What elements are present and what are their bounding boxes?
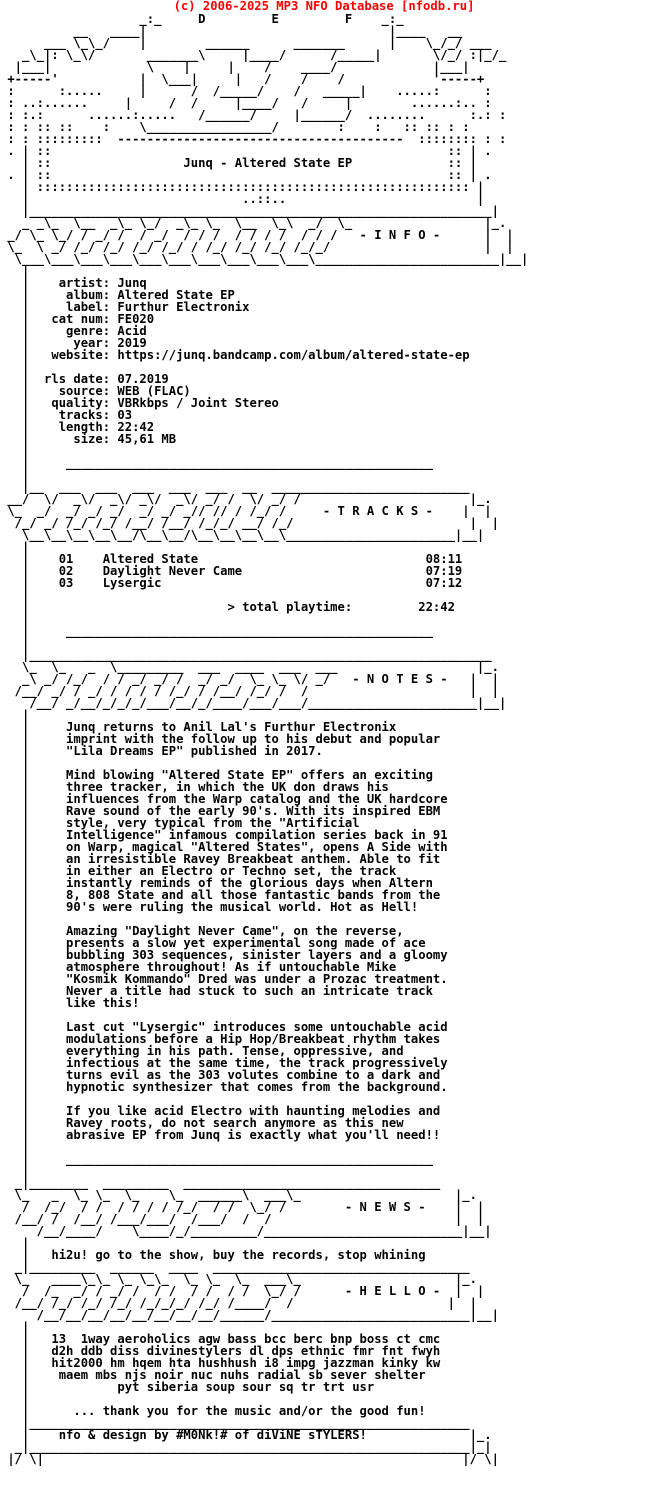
nfo-line: | ... thank you for the music and/or the good fun! xyxy=(0,1404,426,1418)
nfo-line: | xyxy=(0,468,30,482)
nfo-line: | Rave sound of the early 90's. With its inspired EBM xyxy=(0,804,441,818)
nfo-line: | quality: VBRkbps / Joint Stereo xyxy=(0,396,279,410)
nfo-line: | __________________________________________________ xyxy=(0,1152,433,1166)
nfo-line: | atmosphere throughout! As if untouchable Mike xyxy=(0,960,397,974)
nfo-line: | Last cut "Lysergic" introduces some untouchable acid xyxy=(0,1020,448,1034)
nfo-line: _/ \_ \_/ / _/ / / _/ / / / / / / / / / / - I N F O - | | xyxy=(0,228,514,242)
nfo-line: /__/__/__/__/__/__/__/__/______/___________________________|__| xyxy=(0,1308,499,1322)
nfo-line: | turns evil as the 303 volutes combine to a dark and xyxy=(0,1068,441,1082)
nfo-line: | > total playtime: 22:42 xyxy=(0,600,455,614)
nfo-line: \_ \_ _ \_________ ___ ____ ___ ___ |_. xyxy=(0,660,499,674)
nfo-line: . | :: :: | . xyxy=(0,168,492,182)
nfo-line: | xyxy=(0,1164,30,1178)
nfo-line: | xyxy=(0,588,30,602)
nfo-line: _:_ D E F _:_ xyxy=(0,12,404,26)
nfo-line: __ ____| |____ __ xyxy=(0,24,463,38)
nfo-line: | pyt siberia soup sour sq tr trt usr xyxy=(0,1380,375,1394)
nfo-line: | instantly reminds of the glorious days when Altern xyxy=(0,876,433,890)
nfo-line: | Ravey roots, do not search anymore as this new xyxy=(0,1116,404,1130)
nfo-line: | 03 Lysergic 07:12 xyxy=(0,576,463,590)
nfo-line: |___| \ | | / ____/ |___| xyxy=(0,60,470,74)
nfo-line: \_ _/ _/ _/ _/ _/ _/ _// // / /_/ / - T R A C K S - | | xyxy=(0,504,492,518)
nfo-line: | like this! xyxy=(0,996,140,1010)
nfo-line: |____________________________________________________________ xyxy=(0,1416,470,1430)
site-header: (c) 2006-2025 MP3 NFO Database [nfodb.ru] xyxy=(173,0,475,13)
nfo-line: | 90's were ruling the musical world. Hot as Hell! xyxy=(0,900,419,914)
nfo-line: _|_________ ______ ____ ___________________________________ xyxy=(0,1260,470,1274)
nfo-line: | on Warp, magical "Altered States", opens A Side with xyxy=(0,840,448,854)
nfo-line: | nfo & design by #M0Nk!# of diViNE sTYLERS! |_. xyxy=(0,1428,492,1442)
nfo-line: \___\___\___\___\___\___\___\___\___\___\_________________________|__| xyxy=(0,252,529,266)
nfo-line: __/ \/ _\/ _\/ _\/ _\/ _/ / \/ _/ / |_. xyxy=(0,492,492,506)
nfo-line: : :..... | / /_____/ / _____| .....: : xyxy=(0,84,492,98)
nfo-line: | xyxy=(0,1392,30,1406)
nfo-line: \_ \ _/ /_/ /_/ /_/ /_/ / /_/ /_/ /_/ /_/_/ | | xyxy=(0,240,514,254)
nfo-line: | If you like acid Electro with haunting melodies and xyxy=(0,1104,441,1118)
nfo-line: | hi2u! go to the show, buy the records, stop whining xyxy=(0,1248,426,1262)
nfo-line: : : :: :: : \_________________/ : : :: :: : : xyxy=(0,120,470,134)
nfo-line: | rls date: 07.2019 xyxy=(0,372,169,386)
nfo-line: _ _\_ \__ _\_ \_/ _\_ \_ \__ \_\ _/ \_ |_. xyxy=(0,216,507,230)
nfo-line: | length: 22:42 xyxy=(0,420,155,434)
nfo-line: | three tracker, in which the UK don draws his xyxy=(0,780,389,794)
nfo-line: /_/ _/ /_/ /_/ /__/ /__/ /_/_/ __/ /_/ | | xyxy=(0,516,499,530)
nfo-line: \_ ____\_\_ \_ \_\_ \_ \_ \_ ___\_ |_. xyxy=(0,1272,477,1286)
nfo-line: | website: https://junq.bandcamp.com/album/altered-state-ep xyxy=(0,348,470,362)
nfo-line: | 01 Altered State 08:11 xyxy=(0,552,463,566)
nfo-line: /__/____/ \____/_/_________/___________________________|__| xyxy=(0,1224,492,1238)
nfo-line: | ..::.. | xyxy=(0,192,485,206)
nfo-line: | xyxy=(0,1140,30,1154)
nfo-line: /__/ /_/ /_/ /_/ /_/_/_/ /_/ /____/ / | | xyxy=(0,1296,477,1310)
nfo-line: | Amazing "Daylight Never Came", on the reverse, xyxy=(0,924,404,938)
nfo-line: | abrasive EP from Junq is exactly what you'll need!! xyxy=(0,1128,441,1142)
nfo-line: |__ ___ ___ ___ ___ ___ __ ___________________________ xyxy=(0,480,470,494)
nfo-line: | artist: Junq xyxy=(0,276,147,290)
nfo-line: : :.: ......:..... /______/ |______/ ........ :.: : xyxy=(0,108,507,122)
nfo-line: : : ::::::::: --------------------------------------- :::::::: : : xyxy=(0,132,507,146)
nfo-line: | d2h ddb diss divinestylers dl dps ethnic fmr fnt fwyh xyxy=(0,1344,441,1358)
nfo-line: | infectious at the same time, the track progressively xyxy=(0,1056,448,1070)
nfo-line: | hit2000 hm hqem hta hushhush i8 impg jazzman kinky kw xyxy=(0,1356,441,1370)
nfo-line: | style, very typical from the "Artificial xyxy=(0,816,360,830)
nfo-line: | xyxy=(0,264,30,278)
nfo-line: | xyxy=(0,612,30,626)
nfo-line: | xyxy=(0,1092,30,1106)
nfo-line: _|____________________________________________________________|_| xyxy=(0,1440,492,1454)
nfo-line: | Intelligence" infamous compilation series back in 91 xyxy=(0,828,448,842)
nfo-line: / /_/ / / / / / / /_/ / / \_/ / - N E W S - | | xyxy=(0,1200,485,1214)
nfo-line: | 8, 808 State and all those fantastic bands from the xyxy=(0,888,441,902)
nfo-line: | xyxy=(0,1320,30,1334)
nfo-line: /__/ _/__/_/_/_/___/__/_/____/___/___/_______________________|__| xyxy=(0,696,507,710)
nfo-line: | xyxy=(0,1236,30,1250)
nfo-line: | xyxy=(0,1008,30,1022)
nfo-line: | Mind blowing "Altered State EP" offers an exciting xyxy=(0,768,433,782)
nfo-line: +-----' | \___| | / / / '-----+ xyxy=(0,72,485,86)
nfo-line: \_ _ \_ \_ \_ \_ ______\ ___\_ |_. xyxy=(0,1188,477,1202)
nfo-line: | "Kosmik Kommando" Dred was under a Prozac treatment. xyxy=(0,972,448,986)
nfo-line: | genre: Acid xyxy=(0,324,147,338)
nfo-line: | in either an Electro or Techno set, the track xyxy=(0,864,397,878)
nfo-line: | 13 1way aeroholics agw bass bcc berc bnp boss ct cmc xyxy=(0,1332,441,1346)
nfo-line: _\ _/ /_/ / / _/ _/ / _/ _/ \_ \_ \/ _/ - N O T E S - | | xyxy=(0,672,499,686)
nfo-line: _\_|: \_\/ _______\ |____/ /_____| \/_/ :|_/_ xyxy=(0,48,507,62)
nfo-line: | xyxy=(0,360,30,374)
nfo-line: | tracks: 03 xyxy=(0,408,133,422)
nfo-line: | xyxy=(0,912,30,926)
nfo-line: | xyxy=(0,636,30,650)
nfo-line: | everything in his path. Tense, oppressive, and xyxy=(0,1044,404,1058)
nfo-line: | Junq returns to Anil Lal's Furthur Electronix xyxy=(0,720,397,734)
nfo-line: : ..:...... | / / |____/ / | ......:.. : xyxy=(0,96,492,110)
nfo-line: | modulations before a Hip Hop/Breakbeat rhythm takes xyxy=(0,1032,441,1046)
nfo-line: | Never a title had stuck to such an intricate track xyxy=(0,984,433,998)
nfo-line: | __________________________________________________ xyxy=(0,456,433,470)
nfo-line: | influences from the Warp catalog and the UK hardcore xyxy=(0,792,448,806)
nfo-line: | 02 Daylight Never Came 07:19 xyxy=(0,564,463,578)
nfo-line: | :: Junq - Altered State EP :: | xyxy=(0,156,477,170)
nfo-line: | xyxy=(0,708,30,722)
nfo-line: | "Lila Dreams EP" published in 2017. xyxy=(0,744,323,758)
nfo-line: | label: Furthur Electronix xyxy=(0,300,250,314)
nfo-text xyxy=(0,13,528,1465)
nfo-line: | hypnotic synthesizer that comes from the background. xyxy=(0,1080,448,1094)
nfo-line: / /_ _/ / _/ / / / / / / / \_/ / - H E L L O - | | xyxy=(0,1284,485,1298)
nfo-line: . | :: :: | . xyxy=(0,144,492,158)
nfo-line: | album: Altered State EP xyxy=(0,288,235,302)
nfo-line: | xyxy=(0,444,30,458)
nfo-line: | presents a slow yet experimental song made of ace xyxy=(0,936,426,950)
nfo-line: | __________________________________________________ xyxy=(0,624,433,638)
nfo-line: |/ \| |/ \| xyxy=(0,1452,499,1466)
nfo-line: | cat num: FE020 xyxy=(0,312,155,326)
nfo-line: /__/ / /__/ /___/___/ /___/ / / | | xyxy=(0,1212,485,1226)
nfo-line: | xyxy=(0,756,30,770)
nfo-line: /__/ _/ / _/ / / / / /_/ / /__/ /_/ / / | | xyxy=(0,684,499,698)
nfo-line: | ::::::::::::::::::::::::::::::::::::::::::::::::::::::::::: | xyxy=(0,180,485,194)
nfo-line: | size: 45,61 MB xyxy=(0,432,177,446)
nfo-line: | year: 2019 xyxy=(0,336,147,350)
nfo-line: | source: WEB (FLAC) xyxy=(0,384,191,398)
nfo-line: ___ \_\_/ | ______ _______ | \_/_/ ___ xyxy=(0,36,492,50)
nfo-line: | imprint with the follow up to his debut and popular xyxy=(0,732,441,746)
nfo-line: | an irresistible Ravey Breakbeat anthem. Able to fit xyxy=(0,852,441,866)
nfo-line: | bubbling 303 sequences, sinister layers and a gloomy xyxy=(0,948,448,962)
nfo-line: |_______________________________________________________________ xyxy=(0,648,492,662)
nfo-line: \__\__\__\__\__/\__\__/\__\__\__\__\_______________________|__| xyxy=(0,528,485,542)
nfo-line: | xyxy=(0,540,30,554)
nfo-line: _|________ _________ ___________________________________ xyxy=(0,1176,441,1190)
nfo-line: | maem mbs njs noir nuc nuhs radial sb sever shelter xyxy=(0,1368,426,1382)
nfo-line: |_______________________________________________________________| xyxy=(0,204,499,218)
